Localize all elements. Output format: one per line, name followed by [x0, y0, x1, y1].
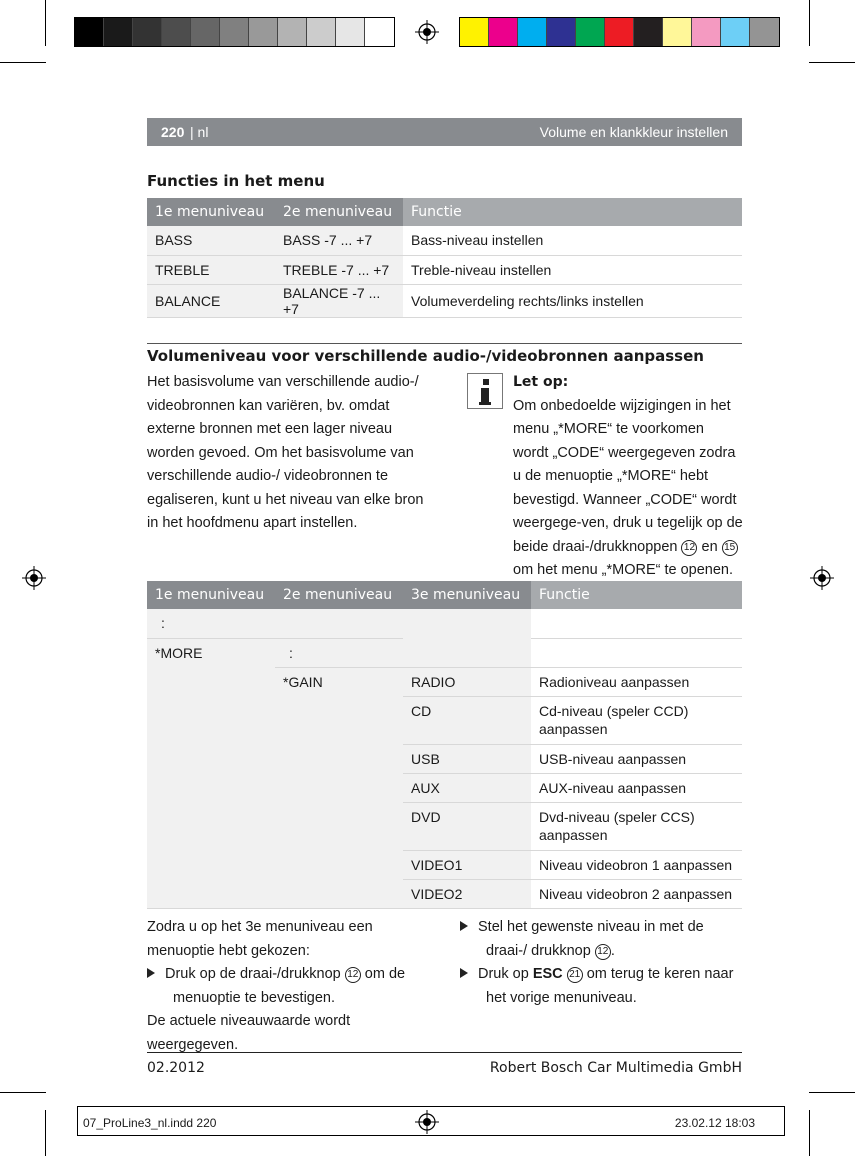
instruction-intro: Zodra u op het 3e menuniveau een menuoptie hebt gekozen: [147, 919, 373, 959]
table-cell [275, 609, 403, 638]
crop-mark [809, 62, 855, 63]
arrow-bullet-icon [147, 968, 155, 978]
registration-mark-icon [415, 20, 439, 44]
section-divider [147, 343, 742, 344]
color-swatch [191, 18, 220, 46]
table-cell: USB [403, 744, 531, 773]
table-cell: BALANCE [147, 284, 275, 317]
step-text: Druk op [478, 966, 529, 982]
table-cell: TREBLE [147, 255, 275, 284]
instructions-left [147, 916, 432, 1057]
esc-button-21-icon: 21 [567, 967, 583, 983]
column-header: 2e menuniveau [275, 581, 403, 609]
esc-key-label: ESC [532, 966, 563, 982]
color-swatch [547, 18, 576, 46]
section-title: Functies in het menu [147, 172, 325, 190]
crop-mark [0, 1092, 46, 1093]
table-cell: TREBLE -7 ... +7 [275, 255, 403, 284]
color-swatch [220, 18, 249, 46]
column-header: Functie [403, 198, 742, 226]
instruction-step [460, 916, 742, 963]
note-text: Om onbedoelde wijzigingen in het menu „*MORE“ te voorkomen wordt „CODE“ weergegeven zodra u de menuoptie „*MORE“ hebt bevestigd. Wanneer „CODE“ wordt weergege-ven, druk u tegelijk op de beide draai-/drukknoppen [513, 397, 743, 555]
section-title: Volumeniveau voor verschillende audio-/videobronnen aanpassen [147, 347, 704, 365]
crop-mark [809, 1092, 855, 1093]
note-title: Let op: [513, 374, 569, 390]
table-cell: BASS [147, 226, 275, 255]
column-header: 1e menuniveau [147, 198, 275, 226]
footer-divider [147, 1052, 742, 1053]
color-swatch [576, 18, 605, 46]
table-cell: Niveau videobron 1 aanpassen [531, 850, 742, 879]
arrow-bullet-icon [460, 968, 468, 978]
crop-mark [0, 62, 46, 63]
crop-mark [809, 1110, 810, 1156]
crop-mark [45, 0, 46, 46]
knob-12-icon: 12 [345, 967, 361, 983]
table-cell: : [147, 609, 275, 638]
functions-table [147, 198, 742, 318]
table-row [147, 609, 742, 638]
slug-filename: 07_ProLine3_nl.indd 220 [83, 1116, 217, 1130]
table-cell: BASS -7 ... +7 [275, 226, 403, 255]
table-row [147, 255, 742, 284]
intro-paragraph: Het basisvolume van verschillende audio-/ videobronnen kan variëren, bv. omdat externe bronnen met een lager niveau worden gevoed. Om het basisvolume van verschillende audio-/ videobronnen te egaliseren, kunt u het niveau van elke bron in het hoofdmenu apart instellen. [147, 374, 424, 531]
column-header: 2e menuniveau [275, 198, 403, 226]
table-cell: Radioniveau aanpassen [531, 667, 742, 696]
color-swatch [365, 18, 394, 46]
table-cell: AUX [403, 773, 531, 802]
step-text: om terug te keren naar het vorige menuniveau. [486, 966, 734, 1006]
column-header: 3e menuniveau [403, 581, 531, 609]
crop-mark [809, 0, 810, 46]
color-swatch [75, 18, 104, 46]
color-swatch [133, 18, 162, 46]
footer-company: Robert Bosch Car Multimedia GmbH [489, 1060, 742, 1076]
color-swatch [336, 18, 365, 46]
slug-timestamp: 23.02.12 18:03 [674, 1116, 755, 1130]
color-swatch [692, 18, 721, 46]
footer-date: 02.2012 [147, 1060, 205, 1076]
step-text: Druk op de draai-/drukknop [165, 966, 341, 982]
table-cell: RADIO [403, 667, 531, 696]
knob-12-icon: 12 [595, 944, 611, 960]
crop-mark [45, 1110, 46, 1156]
color-swatch [307, 18, 336, 46]
table-cell: VIDEO1 [403, 850, 531, 879]
table-cell [403, 609, 531, 667]
table-cell: AUX-niveau aanpassen [531, 773, 742, 802]
instruction-step [460, 963, 742, 1010]
note-box [513, 371, 743, 583]
info-icon [467, 373, 503, 409]
step-text: om de menuoptie te bevestigen. [173, 966, 406, 1006]
color-swatch [750, 18, 779, 46]
color-swatch [721, 18, 750, 46]
color-swatch [634, 18, 663, 46]
page-language: | nl [190, 124, 209, 140]
table-cell: Dvd-niveau (speler CCS) aanpassen [531, 802, 742, 850]
table-cell: VIDEO2 [403, 879, 531, 908]
registration-mark-icon [22, 566, 46, 590]
note-text: en [701, 538, 718, 555]
color-swatch-bar [459, 17, 780, 47]
more-menu-table [147, 581, 742, 909]
instructions-right [460, 916, 742, 1010]
color-swatch [104, 18, 133, 46]
color-swatch [162, 18, 191, 46]
color-swatch [278, 18, 307, 46]
knob-12-icon: 12 [681, 540, 697, 556]
table-row [147, 226, 742, 255]
knob-15-icon: 15 [722, 540, 738, 556]
instruction-step [147, 963, 432, 1010]
color-swatch [663, 18, 692, 46]
registration-mark-icon [810, 566, 834, 590]
table-row [147, 284, 742, 317]
page-header [147, 118, 742, 146]
color-swatch [460, 18, 489, 46]
color-swatch [249, 18, 278, 46]
table-cell: Volumeverdeling rechts/links instellen [403, 284, 742, 317]
column-header: Functie [531, 581, 742, 609]
color-swatch [518, 18, 547, 46]
table-cell: *MORE [147, 638, 275, 908]
table-cell: : [275, 638, 403, 667]
table-cell: BALANCE -7 ... +7 [275, 284, 403, 317]
table-cell: DVD [403, 802, 531, 850]
color-swatch [489, 18, 518, 46]
table-cell: USB-niveau aanpassen [531, 744, 742, 773]
color-swatch [605, 18, 634, 46]
table-cell: Treble-niveau instellen [403, 255, 742, 284]
page-number: 220 [161, 124, 185, 140]
step-text: . [610, 942, 615, 959]
step-text: Stel het gewenste niveau in met de draai-/ drukknop [478, 919, 704, 959]
table-cell [531, 638, 742, 667]
table-cell: *GAIN [275, 667, 403, 908]
table-cell: Niveau videobron 2 aanpassen [531, 879, 742, 908]
table-cell: Cd-niveau (speler CCD) aanpassen [531, 696, 742, 744]
chapter-title: Volume en klankkleur instellen [539, 124, 728, 140]
note-text: om het menu „*MORE“ te openen. [513, 562, 734, 578]
column-header: 1e menuniveau [147, 581, 275, 609]
arrow-bullet-icon [460, 921, 468, 931]
instruction-result: De actuele niveauwaarde wordt weergegeven. [147, 1013, 351, 1053]
table-cell: CD [403, 696, 531, 744]
gray-swatch-bar [74, 17, 395, 47]
table-cell: Bass-niveau instellen [403, 226, 742, 255]
table-cell [531, 609, 742, 638]
